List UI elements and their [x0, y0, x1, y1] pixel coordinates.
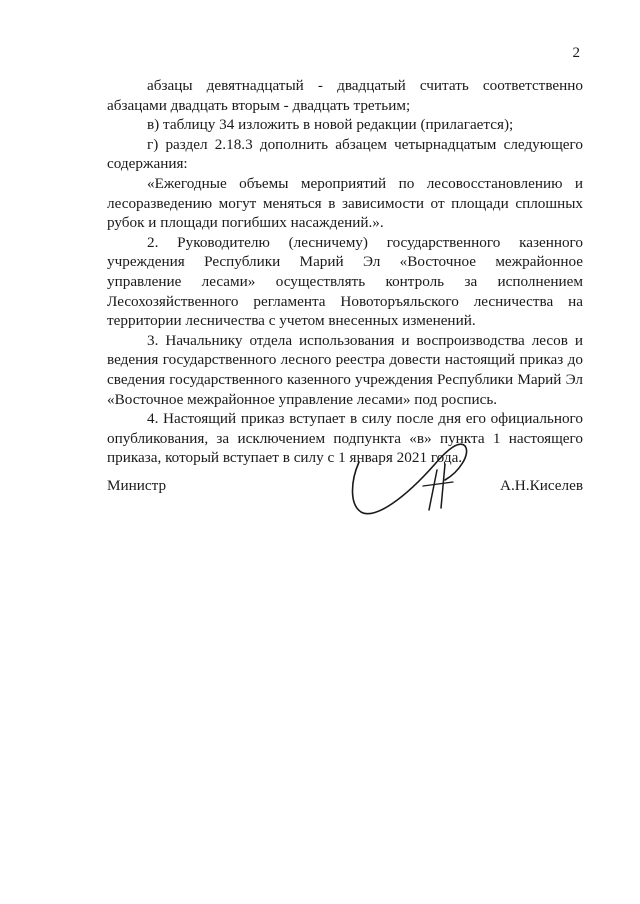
paragraph-2: в) таблицу 34 изложить в новой редакции (прилагается);: [147, 116, 514, 134]
paragraph-3: г) раздел 2.18.3 дополнить абзацем четырнадцатым следующего содержания:: [107, 135, 583, 173]
signature-block: [107, 476, 583, 566]
paragraph-6: 3. Начальнику отдела использования и воспроизводства лесов и ведения государственного лесного реестра довести настоящий приказ до сведения государственного казенного учреждения Республики Марий Эл «Восточное межрайонное управление лесами» под роспись.: [107, 331, 583, 408]
paragraph-7: 4. Настоящий приказ вступает в силу после дня его официального опубликования, за исключением подпункта «в» пункта 1 настоящего приказа, который вступает в силу с 1 января 2021 года.: [107, 410, 583, 467]
signer-name: А.Н.Киселев: [500, 477, 583, 494]
page-number: 2: [572, 45, 580, 61]
signer-title: Министр: [107, 477, 167, 494]
paragraph-1: абзацы девятнадцатый - двадцатый считать соответственно абзацами двадцать вторым - двадцать третьим;: [107, 77, 583, 114]
paragraph-4: «Ежегодные объемы мероприятий по лесовосстановлению и лесоразведению могут меняться в зависимости от площади сплошных рубок и площади погибших насаждений.».: [107, 174, 583, 232]
paragraph-5: 2. Руководителю (лесничему) государственного казенного учреждения Республики Марий Эл «Восточное межрайонное управление лесами» осуществлять контроль за исполнением Лесохозяйственного регламента Новоторъяльского лесничества на территории лесничества с учетом внесенных изменений.: [107, 233, 583, 330]
document-body: [107, 76, 583, 468]
handwritten-signature: [347, 436, 497, 546]
